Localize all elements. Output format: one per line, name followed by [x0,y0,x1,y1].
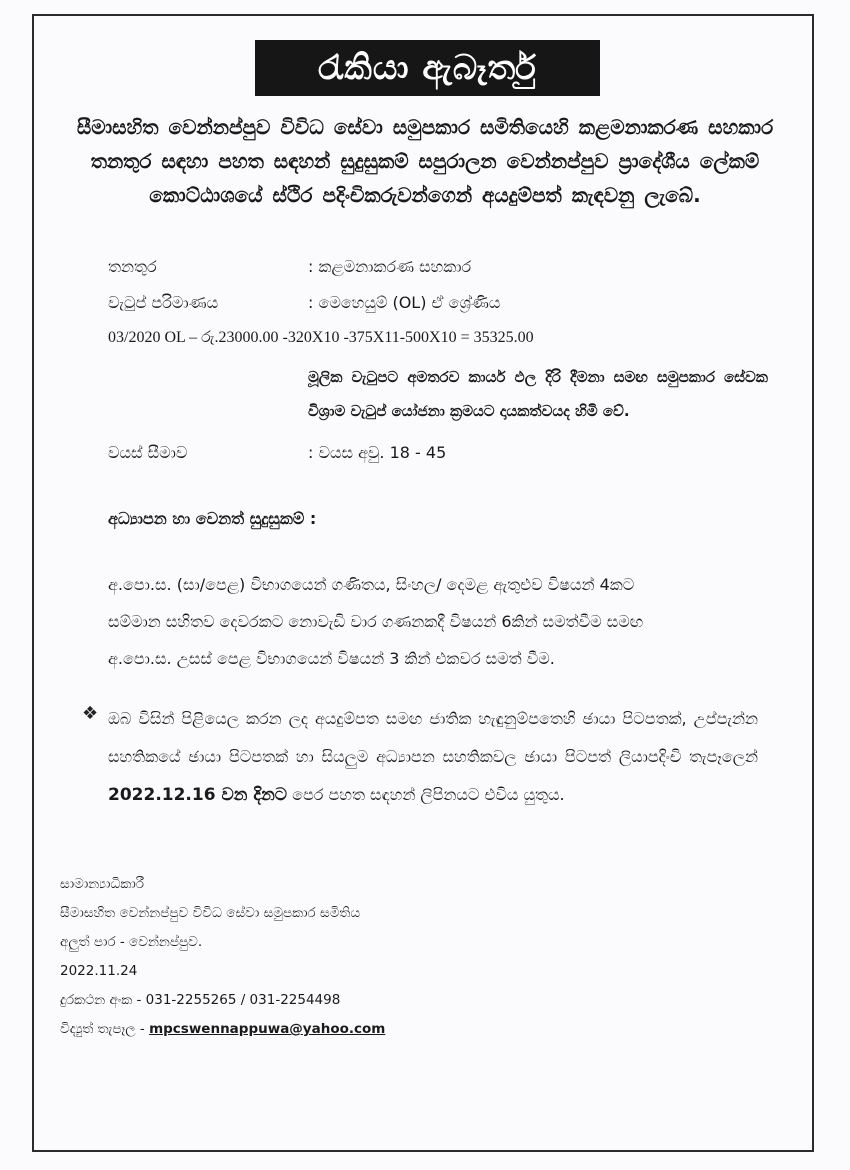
society-address: අලුත් පාර - වෙන්නප්පුව. [60,934,203,950]
qualification-line-2: සම්මාන සහිතව දෙවරකට නොවැඩි වාර ගණනකදී විෂයන් 6කින් සමත්වීම සමඟ [108,612,644,631]
age-value: : වයස අවු. 18 - 45 [308,443,447,462]
signatory-designation: සාමාන්‍යාධිකාරී [60,876,144,892]
qualifications-text [108,566,768,677]
instructions-text-after: පෙර පහත සඳහන් ලිපිනයට එවිය යුතුය. [292,785,565,804]
age-label: වයස් සීමාව [108,443,188,462]
salary-scale: 03/2020 OL – රු.23000.00 -320X10 -375X11-500X10 = 35325.00 [108,329,534,346]
vacancy-title: රැකියා ඇබෑර්තු [255,40,600,96]
contact-block [60,870,385,1044]
intro-paragraph: සීමාසහිත වෙන්නප්පුව විවිධ සේවා සමුපකාර සමිතියෙහි කළමනාකරණ සහකාර තනතුර සඳහා පහත සඳහන් සුදුසුකම් සපුරාලන වෙන්නප්පුව ප්‍රාදේශීය ලේකම් කොට්ඨාශයේ ස්ථිර පදිංචිකරුවන්ගෙන් අයදුම්පත් කැඳවනු ලැබේ. [76,115,774,207]
post-value: : කළමනාකරණ සහකාර [308,257,472,276]
qualification-line-1: අ.පො.ස. (සා/පෙළ) විභාගයෙන් ගණිතය, සිංහල/ දෙමළ ඇතුළුව විෂයන් 4කට [108,575,635,594]
email-line [60,1015,385,1044]
instructions-text-before: ඔබ විසින් පිළියෙල කරන ලද අයදුම්පත සමඟ ජාතික හැඳුනුම්පතෙහි ඡායා පිටපතක්, උප්පැන්න සහතිකයේ ඡායා පිටපතක් හා සියලුම අධ්‍යාපන සහතිකවල ඡායා පිටපත් ලියාපදිංචි තැපෑලෙන් [108,709,758,766]
email-link[interactable]: mpcswennappuwa@yahoo.com [149,1021,386,1037]
application-instructions [108,700,758,814]
application-deadline: 2022.12.16 වන දිනට [108,785,287,805]
post-label: තනතුර [108,257,157,276]
qualifications-heading: අධ්‍යාපන හා වෙනත් සුදුසුකම් : [108,509,317,528]
email-label: විද්‍යුත් තැපෑල - [60,1021,145,1037]
salary-value: : මෙහෙයුම් (OL) ඒ ශ්‍රේණිය [308,293,501,312]
notice-date: 2022.11.24 [60,963,138,979]
society-name: සීමාසහිත වෙන්නප්පුව විවිධ සේවා සමුපකාර සමිතිය [60,905,361,921]
salary-label: වැටුප් පරිමාණය [108,293,219,312]
diamond-bullet-icon: ❖ [82,703,99,724]
qualification-line-3: අ.පො.ස. උසස් පෙළ විභාගයෙන් විෂයන් 3 කින් එකවර සමත් වීම. [108,649,555,668]
phone-numbers: දුරකථන අංක - 031-2255265 / 031-2254498 [60,992,341,1008]
salary-note: මූලික වැටුපට අමතරව කාර්ය ඵල දිරි දීමනා සමඟ සමුපකාර සේවක විශ්‍රාම වැටුප් යෝජනා ක්‍රමයට දායකත්වයද හිමි වේ. [308,368,768,420]
